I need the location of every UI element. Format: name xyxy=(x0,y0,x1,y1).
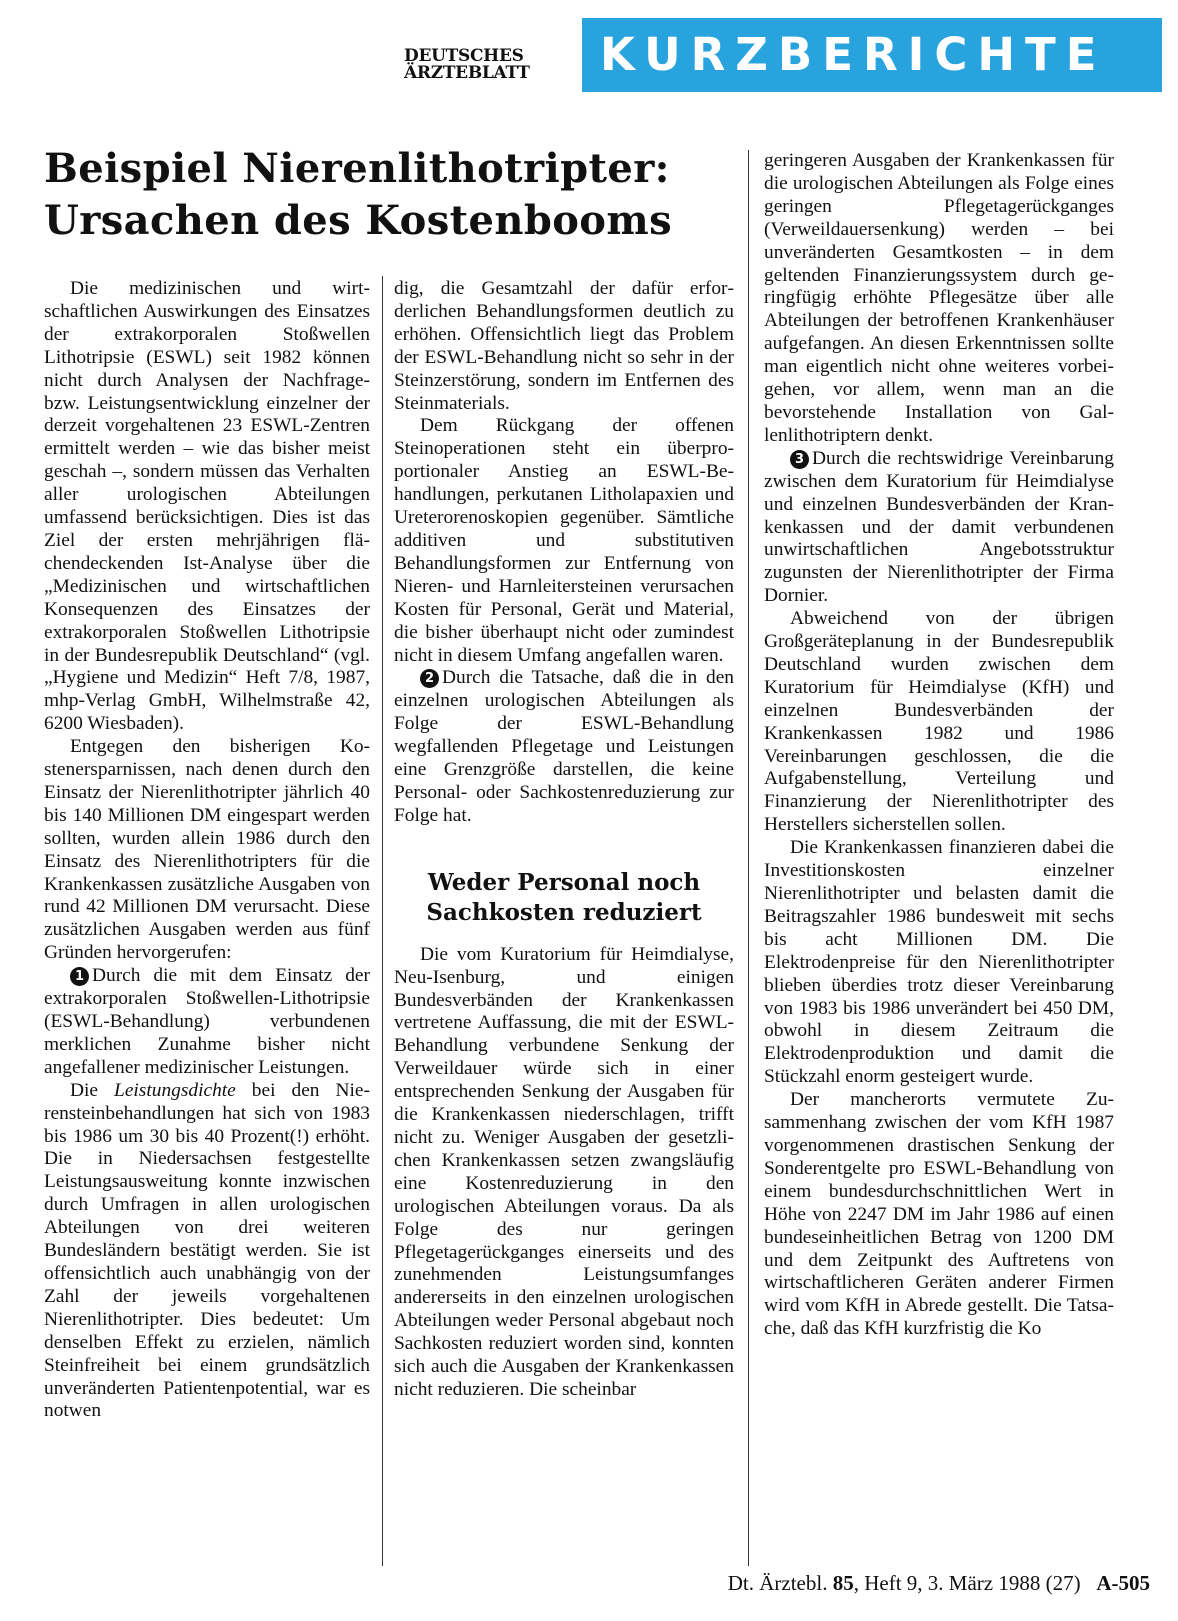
logo-line-2: ÄRZTEBLATT xyxy=(404,63,530,83)
section-subheading xyxy=(394,868,734,928)
paragraph xyxy=(44,1080,370,1424)
paragraph: Die medizinischen und wirtschaftlichen Auswirkungen des Einsatzes der extrakorporalen Stoßwellen Lithotripsie (ESWL) seit 1982 können nicht durch Analysen der Nachfrage- bzw. Leistungsentwicklung einzelner der derzeit vorgehaltenen 23 ESWL-Zentren ermittelt werden – wie das bisher meist geschah –, sondern müssen das Verhalten aller urologischen Abteilungen umfassend berücksichtigen. Dies ist das Ziel der ersten mehrjährigen flächendeckenden Ist-Analyse über die „Medizinischen und wirtschaftlichen Konsequenzen des Einsatzes der extrakorporalen Stoßwellen Lithotripsie in der Bundesrepublik Deutschland“ (vgl. „Hygiene und Medizin“ Heft 7/8, 1987, mhp-Verlag GmbH, Wilhelmstraße 42, 6200 Wiesbaden). xyxy=(44,278,370,735)
paragraph: Entgegen den bisherigen Kostenersparnissen, nach denen durch den Einsatz der Nierenlithotripter jährlich 40 bis 140 Millionen DM eingespart werden sollten, wurden allein 1986 durch den Einsatz des Nierenlithotripters für die Krankenkassen zusätzliche Ausgaben von rund 42 Millionen DM verursacht. Diese zusätzlichen Ausgaben werden aus fünf Gründen hervorgerufen: xyxy=(44,736,370,964)
paragraph: Dem Rückgang der offenen Steinoperationen steht ein überproportionaler Anstieg an ESWL-Behandlungen, perkutanen Litholapaxien und Ureterorenoskopien gegenüber. Sämtliche additiven und substitutiven Behandlungsformen zur Entfernung von Nieren- und Harnleitersteinen verursachen Kosten für Personal, Gerät und Material, die bisher überhaupt nicht oder zumindest nicht in diesem Umfang angefallen waren. xyxy=(394,415,734,666)
page-footer xyxy=(620,1570,1150,1596)
article-column-2 xyxy=(394,278,734,1402)
section-label: KURZBERICHTE xyxy=(600,28,1107,81)
issue-info: , Heft 9, 3. März 1988 (27) xyxy=(853,1571,1081,1595)
article-column-3 xyxy=(764,150,1114,1341)
number-marker-3-icon: 3 xyxy=(790,450,809,469)
number-marker-1-icon: 1 xyxy=(70,967,89,986)
paragraph xyxy=(44,965,370,1080)
volume-number: 85 xyxy=(832,1571,854,1595)
journal-logo xyxy=(404,48,564,82)
paragraph-text: Durch die mit dem Einsatz der extrakorporalen Stoßwellen-Lithotripsie (ESWL-Behandlung) verbundenen merklichen Zunahme bisher nicht angefallener medizinischer Leistungen. xyxy=(44,965,370,1078)
section-banner xyxy=(582,18,1162,92)
page-number: A-505 xyxy=(1096,1571,1150,1595)
column-divider xyxy=(382,276,383,1566)
paragraph-text: Durch die rechtswidrige Vereinbarung zwischen dem Kuratorium für Heimdialyse und einzelnen Bundesverbänden der Krankenkassen und der damit verbundenen unwirtschaftlichen Angebotsstruktur zugunsten der Nierenlithotripter der Firma Dornier. xyxy=(764,447,1114,607)
title-line-1: Beispiel Nierenlithotripter: xyxy=(44,145,670,192)
paragraph: Der mancherorts vermutete Zusammenhang zwischen der vom KfH 1987 vorgenommenen drastischen Senkung der Sonderentgelte pro ESWL-Behandlung von einem bundesdurchschnittlichen Wert in Höhe von 2247 DM im Jahr 1986 auf einen bundeseinheitlichen Betrag von 1200 DM und dem Zeitpunkt des Auftretens von wirtschaftlicheren Geräten anderer Firmen wird vom KfH in Abrede gestellt. Die Tatsache, daß das KfH kurzfristig die Ko xyxy=(764,1089,1114,1340)
article-column-1 xyxy=(44,278,370,1423)
paragraph: Die vom Kuratorium für Heimdialyse, Neu-Isenburg, und einigen Bundesverbänden der Krankenkassen vertretene Auffassung, die mit der ESWL-Behandlung verbundene Senkung der Verweildauer würde sich in einer entsprechenden Senkung der Ausgaben für die Krankenkassen niederschlagen, trifft nicht zu. Weniger Ausgaben der gesetzlichen Krankenkassen setzen zwangsläufig eine Kostenreduzierung in den urologischen Abteilungen voraus. Da als Folge des nur geringen Pflegetagerückganges einerseits und des zunehmenden Leistungsumfanges andererseits in den einzelnen urologischen Abteilungen weder Personal abgebaut noch Sachkosten reduziert worden sind, konnten sich auch die Ausgaben der Krankenkassen nicht reduzieren. Die scheinbar xyxy=(394,943,734,1400)
paragraph: Abweichend von der übrigen Großgeräteplanung in der Bundesrepublik Deutschland wurden zwischen dem Kuratorium für Heimdialyse (KfH) und einzelnen Bundesverbänden der Krankenkassen 1982 und 1986 Vereinbarungen geschlossen, die die Aufgabenstellung, Verteilung und Finanzierung der Nierenlithotripter des Herstellers sicherstellen sollen. xyxy=(764,608,1114,836)
number-marker-2-icon: 2 xyxy=(420,669,439,688)
emphasis-text: Leistungsdichte xyxy=(114,1079,236,1101)
article-title xyxy=(44,143,744,247)
paragraph: geringeren Ausgaben der Krankenkassen für die urologischen Abteilungen als Folge eines geringen Pflegetagerückganges (Verweildauersenkung) werden – bei unveränderten Gesamtkosten – in dem geltenden Finanzierungssystem durch geringfügig erhöhte Pflegesätze über alle Abteilungen der betroffenen Krankenhäuser aufgefangen. An diesen Erkenntnissen sollte man eigentlich nicht ohne weiteres vorbeigehen, vor allem, wenn man an die bevorstehende Installation von Gallenlithotriptern denkt. xyxy=(764,150,1114,446)
paragraph: dig, die Gesamtzahl der dafür erforderlichen Behandlungsformen deutlich zu erhöhen. Offensichtlich liegt das Problem der ESWL-Behandlung nicht so sehr in der Steinzerstörung, sondern im Entfernen des Steinmaterials. xyxy=(394,278,734,414)
subheading-line-2: Sachkosten reduziert xyxy=(426,898,702,926)
paragraph xyxy=(764,448,1114,608)
paragraph xyxy=(394,667,734,827)
journal-abbrev: Dt. Ärztebl. xyxy=(727,1571,828,1595)
paragraph-text: Durch die Tatsache, daß die in den einzelnen urologischen Abteilungen als Folge der ESWL-Behandlung wegfallenden Pflegetage und Leistungen eine Grenzgröße darstellen, die keine Personal- oder Sachkostenreduzierung zur Folge hat. xyxy=(394,667,734,826)
paragraph: Die Krankenkassen finanzieren dabei die Investitionskosten einzelner Nierenlithotripter und belasten damit die Beitragszahler 1986 bundesweit mit sechs bis acht Millionen DM. Die Elektrodenpreise für den Nierenlithotripter blieben überdies trotz dieser Vereinbarung von 1983 bis 1986 unverändert bei 450 DM, obwohl in diesem Zeitraum die Elektrodenproduktion und damit die Stückzahl enorm gesteigert wurde. xyxy=(764,837,1114,1088)
column-divider xyxy=(748,150,749,1566)
logo-line-1: DEUTSCHES xyxy=(404,46,524,66)
paragraph-text: Die xyxy=(70,1079,115,1101)
paragraph-text: bei den Nierensteinbehandlungen hat sich von 1983 bis 1986 um 30 bis 40 Prozent(!) erhöht. Die in Niedersachsen festgestellte Leistungsausweitung konnte inzwischen durch Umfragen in allen urologischen Abteilungen von drei weiteren Bundesländern bestätigt werden. Sie ist offensichtlich auch unabhängig von der Zahl der jeweils vorgehaltenen Nierenlithotripter. Dies bedeutet: Um denselben Effekt zu erzielen, nämlich Steinfreiheit bei einem grundsätzlich unveränderten Patientenpotential, war es notwen xyxy=(44,1079,370,1422)
subheading-line-1: Weder Personal noch xyxy=(427,868,701,896)
title-line-2: Ursachen des Kostenbooms xyxy=(44,197,673,244)
